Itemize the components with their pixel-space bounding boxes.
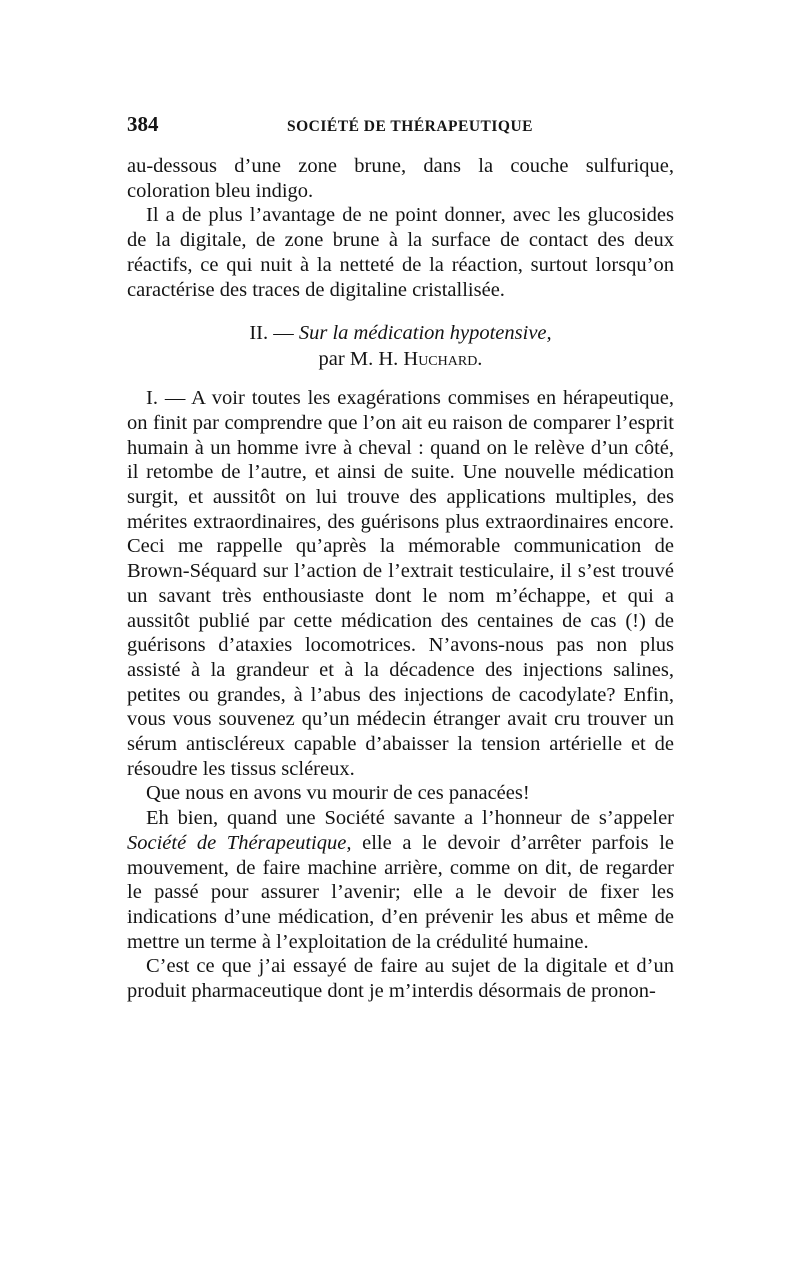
paragraph-panaceas: Que nous en avons vu mourir de ces panacées! [146, 782, 530, 805]
paragraph-exaggerations: I. — A voir toutes les exagérations commises en hérapeutique, on finit par comprendre que l’on ait eu raison de comparer l’esprit humain à un homme ivre à cheval : quand on le relève d’un côté, il retombe de l’autre, et ainsi de suite. Une nouvelle médication surgit, et aussitôt on lui trouve des applications multiples, des mérites extraordinaires, des guérisons plus extraordinaires encore. Ceci me rappelle qu’après la mémorable communication de Brown-Séquard sur l’action de l’extrait testiculaire, il s’est trouvé un savant très enthousiaste dont le nom m’échappe, et qui a aussitôt publié par cette médication des centaines de cas (!) de guérisons d’ataxies locomotrices. N’avons-nous pas non plus assisté à la grandeur et à la décadence des injections salines, petites ou grandes, à l’abus des injections de cacodylate? Enfin, vous vous souvenez qu’un médecin étranger avait cru trouver un sérum antiscléreux capable d’abaisser la tension artérielle et de résoudre les tissus scléreux. [127, 387, 674, 780]
author-name: Huchard. [403, 348, 483, 371]
section-heading: Sur la médication hypotensive, [298, 322, 552, 345]
running-title: SOCIÉTÉ DE THÉRAPEUTIQUE [287, 118, 533, 135]
society-text-end: elle a le devoir d’arrêter parfois le mouvement, de faire machine arrière, comme on dit, de regarder le passé pour assurer l’avenir; elle a le devoir de fixer les indications d’une médication, d’en prévenir les abus et même de mettre un terme à l’exploitation de la crédulité humaine. [127, 831, 675, 953]
running-head [127, 112, 674, 140]
book-page [127, 112, 674, 1004]
society-text-start: Eh bien, quand une Société savante a l’honneur de s’appeler [146, 807, 674, 830]
section-number: II. — [249, 322, 294, 345]
section-title [127, 320, 674, 346]
section-author [127, 346, 674, 372]
society-name: Société de Thérapeutique, [127, 831, 352, 854]
paragraph-society [127, 806, 674, 954]
paragraph-glucosides: Il a de plus l’avantage de ne point donner, avec les glucosides de la digitale, de zone brune à la surface de contact des deux réactifs, ce qui nuit à la netteté de la réaction, surtout lorsqu’on caractérise des traces de digitaline cristallisée. [127, 204, 674, 301]
paragraph-digitalis: C’est ce que j’ai essayé de faire au sujet de la digitale et d’un produit pharmaceutique dont je m’interdis désormais de pronon- [127, 955, 674, 1003]
paragraph-continuation: au-dessous d’une zone brune, dans la couche sulfurique, coloration bleu indigo. [127, 155, 674, 202]
author-prefix: par M. H. [318, 348, 399, 371]
page-number: 384 [127, 112, 159, 136]
